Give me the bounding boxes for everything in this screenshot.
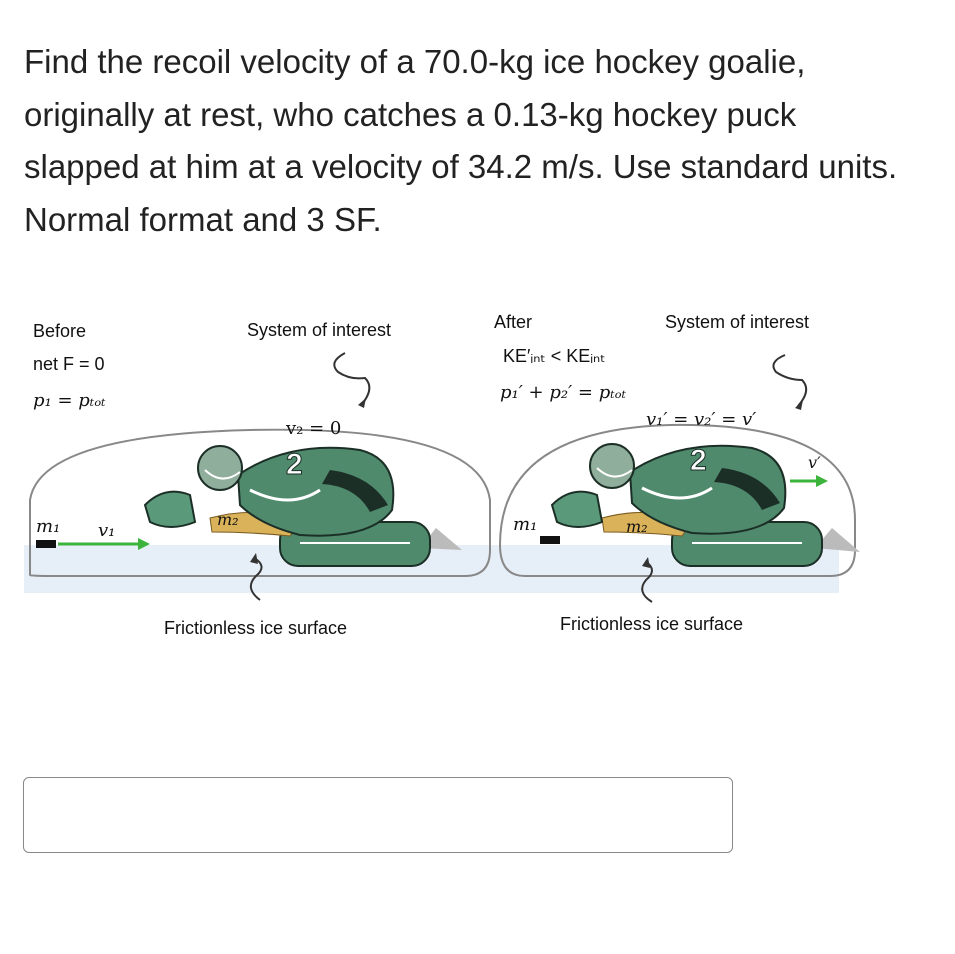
svg-text:2: 2 xyxy=(690,444,707,477)
after-kinetic-energy: KE′ᵢₙₜ < KEᵢₙₜ xyxy=(503,346,606,366)
before-system-pointer xyxy=(334,353,369,404)
collision-figure xyxy=(0,300,955,660)
before-goalie-mass: m₂ xyxy=(217,510,239,529)
before-momentum: p₁ = pₜₒₜ xyxy=(33,390,106,411)
after-system-pointer xyxy=(773,355,806,406)
after-system-label: System of interest xyxy=(665,312,810,332)
after-puck-mass: m₁ xyxy=(513,514,538,535)
before-title: Before xyxy=(33,321,87,341)
before-goalie-velocity: v₂ = 0 xyxy=(286,418,342,439)
before-surface-label: Frictionless ice surface xyxy=(164,618,348,638)
before-puck-mass: m₁ xyxy=(36,516,61,537)
svg-text:2: 2 xyxy=(286,448,303,481)
after-common-velocity: v₁′ = v₂′ = v′ xyxy=(646,409,757,430)
before-system-label: System of interest xyxy=(247,320,392,340)
answer-input[interactable] xyxy=(23,777,733,853)
after-title: After xyxy=(494,312,533,332)
before-puck-velocity: v₁ xyxy=(98,520,116,541)
after-goalie-mass: m₂ xyxy=(626,517,648,536)
before-puck xyxy=(36,540,56,548)
after-recoil-velocity: v′ xyxy=(808,453,821,472)
before-net-force: net F = 0 xyxy=(33,354,105,374)
question-text: Find the recoil velocity of a 70.0-kg ice hockey goalie, originally at rest, who catches a 0.13-kg hockey puck slapped at him at a velocity of 34.2 m/s. Use standard units. Normal format and 3 SF. xyxy=(24,43,898,238)
figure-drawing xyxy=(0,300,955,660)
after-puck xyxy=(540,536,560,544)
after-surface-label: Frictionless ice surface xyxy=(560,614,744,634)
after-momentum: p₁′ + p₂′ = pₜₒₜ xyxy=(500,382,627,403)
